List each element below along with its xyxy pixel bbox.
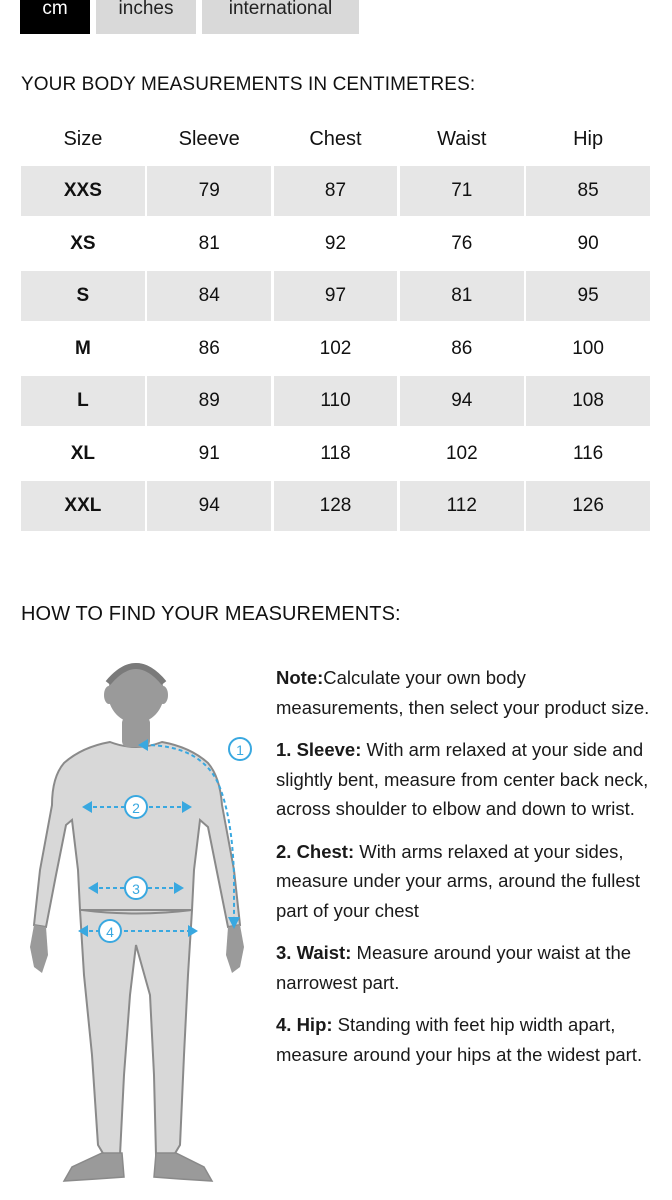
body-illustration <box>22 655 262 1190</box>
chest-cell: 97 <box>274 271 398 321</box>
sleeve-cell: 91 <box>198 442 220 464</box>
sleeve-cell: 79 <box>147 166 271 216</box>
waist-cell: 76 <box>451 232 473 254</box>
legs-shape <box>80 910 192 1155</box>
sleeve-cell: 86 <box>198 337 220 359</box>
waist-paragraph <box>276 938 656 997</box>
measurement-instructions <box>276 663 656 1082</box>
table-row <box>21 375 650 428</box>
unit-tabs <box>20 0 359 34</box>
waist-cell: 86 <box>451 337 473 359</box>
hip-label: 4. Hip: <box>276 1014 333 1035</box>
measurements-heading: YOUR BODY MEASUREMENTS IN CENTIMETRES: <box>21 74 476 95</box>
sleeve-label: 1. Sleeve: <box>276 739 362 760</box>
hip-cell: 108 <box>526 376 650 426</box>
waist-cell: 102 <box>445 442 478 464</box>
size-cell: L <box>21 376 145 426</box>
marker-1-label: 1 <box>236 742 244 758</box>
chest-paragraph <box>276 837 656 926</box>
chest-cell: 110 <box>274 376 398 426</box>
right-ear-shape <box>158 686 168 704</box>
chest-label: 2. Chest: <box>276 840 355 862</box>
size-cell: M <box>74 337 91 359</box>
hip-cell: 90 <box>577 232 599 254</box>
sleeve-cell: 81 <box>198 232 220 254</box>
hip-text: Standing with feet hip width apart, measure around your hips at the widest part. <box>276 1014 643 1065</box>
table-row <box>21 165 650 218</box>
right-foot-shape <box>154 1153 212 1181</box>
marker-3-label: 3 <box>132 881 140 897</box>
column-header: Waist <box>437 127 487 150</box>
column-header: Hip <box>573 127 604 150</box>
size-table <box>21 115 650 533</box>
chest-cell: 118 <box>320 442 351 464</box>
note-text: Calculate your own body measurements, then select your product size. <box>276 667 650 718</box>
hip-paragraph <box>276 1010 656 1069</box>
left-foot-shape <box>64 1153 124 1181</box>
size-cell: S <box>21 271 145 321</box>
size-cell: XL <box>70 442 96 464</box>
hip-cell: 100 <box>572 337 604 359</box>
hip-cell: 126 <box>526 481 650 531</box>
size-cell: XXS <box>21 166 145 216</box>
left-ear-shape <box>104 686 114 704</box>
column-header: Chest <box>309 127 362 150</box>
sleeve-paragraph <box>276 735 656 824</box>
table-row <box>21 270 650 323</box>
left-hand-shape <box>30 925 48 973</box>
chest-text: With arms relaxed at your sides, measure under your arms, around the fullest part of your chest <box>276 840 641 921</box>
hip-cell: 95 <box>526 271 650 321</box>
column-header: Size <box>63 127 103 150</box>
waist-cell: 71 <box>400 166 524 216</box>
note-label: Note: <box>276 667 324 688</box>
tab-international[interactable]: international <box>202 0 359 34</box>
sleeve-cell: 94 <box>147 481 271 531</box>
sleeve-cell: 84 <box>147 271 271 321</box>
chest-cell: 128 <box>274 481 398 531</box>
waist-text: Measure around your waist at the narrowest part. <box>276 942 632 993</box>
table-header-row <box>21 115 650 165</box>
size-cell: XS <box>70 232 96 254</box>
how-to-heading: HOW TO FIND YOUR MEASUREMENTS: <box>21 603 401 625</box>
body-measurement-figure <box>22 655 262 1190</box>
hip-arrowhead-right <box>188 925 198 937</box>
right-hand-shape <box>226 925 244 973</box>
hip-cell: 116 <box>572 442 604 464</box>
table-row <box>21 218 650 271</box>
table-row <box>21 480 650 533</box>
waist-cell: 81 <box>400 271 524 321</box>
tab-inches[interactable]: inches <box>96 0 196 34</box>
waist-cell: 94 <box>400 376 524 426</box>
size-cell: XXL <box>21 481 145 531</box>
table-row <box>21 323 650 376</box>
chest-cell: 87 <box>274 166 398 216</box>
hip-cell: 85 <box>526 166 650 216</box>
waist-label: 3. Waist: <box>276 942 352 963</box>
note-paragraph <box>276 663 656 722</box>
column-header: Sleeve <box>178 127 240 150</box>
tab-cm[interactable]: cm <box>20 0 90 34</box>
marker-2-label: 2 <box>132 800 140 816</box>
sleeve-cell: 89 <box>147 376 271 426</box>
table-row <box>21 428 650 481</box>
sleeve-text: With arm relaxed at your side and slightly bent, measure from center back neck, across shoulder to elbow and down to wrist. <box>276 739 649 819</box>
chest-cell: 92 <box>324 232 347 254</box>
waist-cell: 112 <box>400 481 524 531</box>
chest-cell: 102 <box>319 337 352 359</box>
marker-4-label: 4 <box>106 924 114 940</box>
